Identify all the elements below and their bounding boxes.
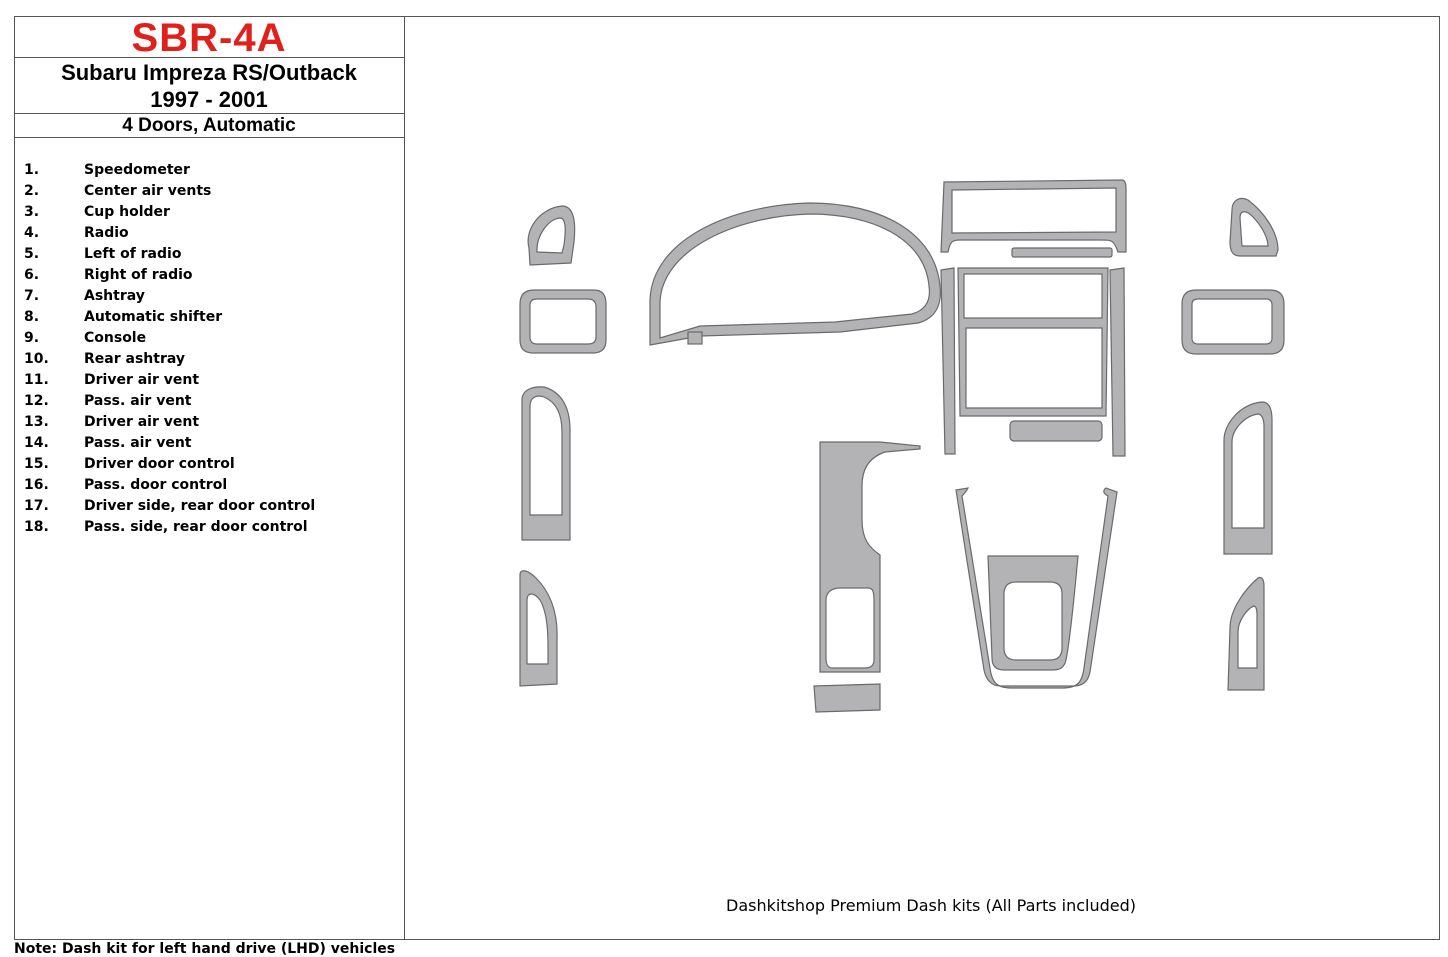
part-item — [24, 160, 315, 181]
part-number: 6. — [24, 267, 40, 283]
part-label: Right of radio — [84, 267, 193, 283]
part-label: Ashtray — [84, 288, 145, 304]
piece-console — [820, 442, 920, 672]
piece-left-of-radio — [941, 268, 955, 454]
parts-diagram — [406, 17, 1439, 939]
part-number: 18. — [24, 519, 49, 535]
parts-list — [24, 160, 315, 538]
part-label: Pass. side, rear door control — [84, 519, 308, 535]
part-number: 15. — [24, 456, 49, 472]
part-label: Cup holder — [84, 204, 170, 220]
part-number: 13. — [24, 414, 49, 430]
piece-center-vent-strip — [1012, 248, 1112, 257]
piece-right-of-radio — [1110, 268, 1125, 456]
part-label: Left of radio — [84, 246, 182, 262]
caption: Dashkitshop Premium Dash kits (All Parts included) — [726, 896, 1137, 915]
piece-pass-door-control — [1224, 402, 1272, 554]
part-number: 8. — [24, 309, 40, 325]
part-number: 11. — [24, 372, 49, 388]
part-label: Rear ashtray — [84, 351, 185, 367]
model-years: 1997 - 2001 — [150, 87, 268, 112]
part-item — [24, 475, 315, 496]
part-number: 7. — [24, 288, 40, 304]
piece-automatic-shifter — [956, 488, 1117, 688]
piece-speedometer-tab — [688, 332, 702, 344]
part-item — [24, 244, 315, 265]
piece-pass-air-vent-upper — [1230, 198, 1278, 256]
part-number: 10. — [24, 351, 49, 367]
part-label: Pass. air vent — [84, 393, 192, 409]
piece-driver-rear-door-control — [520, 571, 557, 686]
part-label: Pass. door control — [84, 477, 228, 493]
part-item — [24, 223, 315, 244]
part-number: 12. — [24, 393, 49, 409]
piece-driver-door-control — [522, 387, 570, 540]
part-item — [24, 517, 315, 538]
piece-radio — [958, 268, 1108, 416]
part-item — [24, 181, 315, 202]
part-item — [24, 328, 315, 349]
kit-code: SBR-4A — [14, 16, 404, 58]
part-number: 4. — [24, 225, 40, 241]
part-label: Radio — [84, 225, 129, 241]
piece-pass-rear-door-control — [1228, 577, 1264, 690]
part-item — [24, 202, 315, 223]
part-item — [24, 307, 315, 328]
part-item — [24, 496, 315, 517]
part-label: Driver air vent — [84, 372, 200, 388]
part-number: 14. — [24, 435, 49, 451]
piece-driver-air-vent-lower — [520, 290, 606, 353]
part-label: Speedometer — [84, 162, 190, 178]
part-number: 5. — [24, 246, 40, 262]
part-label: Driver door control — [84, 456, 235, 472]
model-title — [14, 58, 404, 114]
piece-center-air-vents — [941, 180, 1126, 252]
part-label: Automatic shifter — [84, 309, 223, 325]
part-item — [24, 286, 315, 307]
variant-line: 4 Doors, Automatic — [14, 114, 404, 138]
part-label: Console — [84, 330, 147, 346]
part-item — [24, 370, 315, 391]
part-item — [24, 391, 315, 412]
part-label: Driver side, rear door control — [84, 498, 316, 514]
piece-driver-air-vent-upper — [528, 206, 575, 265]
piece-cup-holder — [1010, 421, 1102, 441]
part-label: Driver air vent — [84, 414, 200, 430]
part-item — [24, 454, 315, 475]
part-item — [24, 412, 315, 433]
piece-rear-ashtray — [814, 684, 880, 712]
part-item — [24, 349, 315, 370]
piece-speedometer — [650, 203, 940, 345]
part-label: Center air vents — [84, 183, 212, 199]
part-item — [24, 433, 315, 454]
part-number: 16. — [24, 477, 49, 493]
lhd-note: Note: Dash kit for left hand drive (LHD) vehicles — [14, 941, 396, 957]
part-number: 3. — [24, 204, 40, 220]
part-number: 17. — [24, 498, 49, 514]
part-label: Pass. air vent — [84, 435, 192, 451]
part-item — [24, 265, 315, 286]
part-number: 9. — [24, 330, 40, 346]
model-name: Subaru Impreza RS/Outback — [61, 60, 357, 85]
part-number: 1. — [24, 162, 40, 178]
piece-pass-air-vent-lower — [1182, 290, 1284, 354]
part-number: 2. — [24, 183, 40, 199]
